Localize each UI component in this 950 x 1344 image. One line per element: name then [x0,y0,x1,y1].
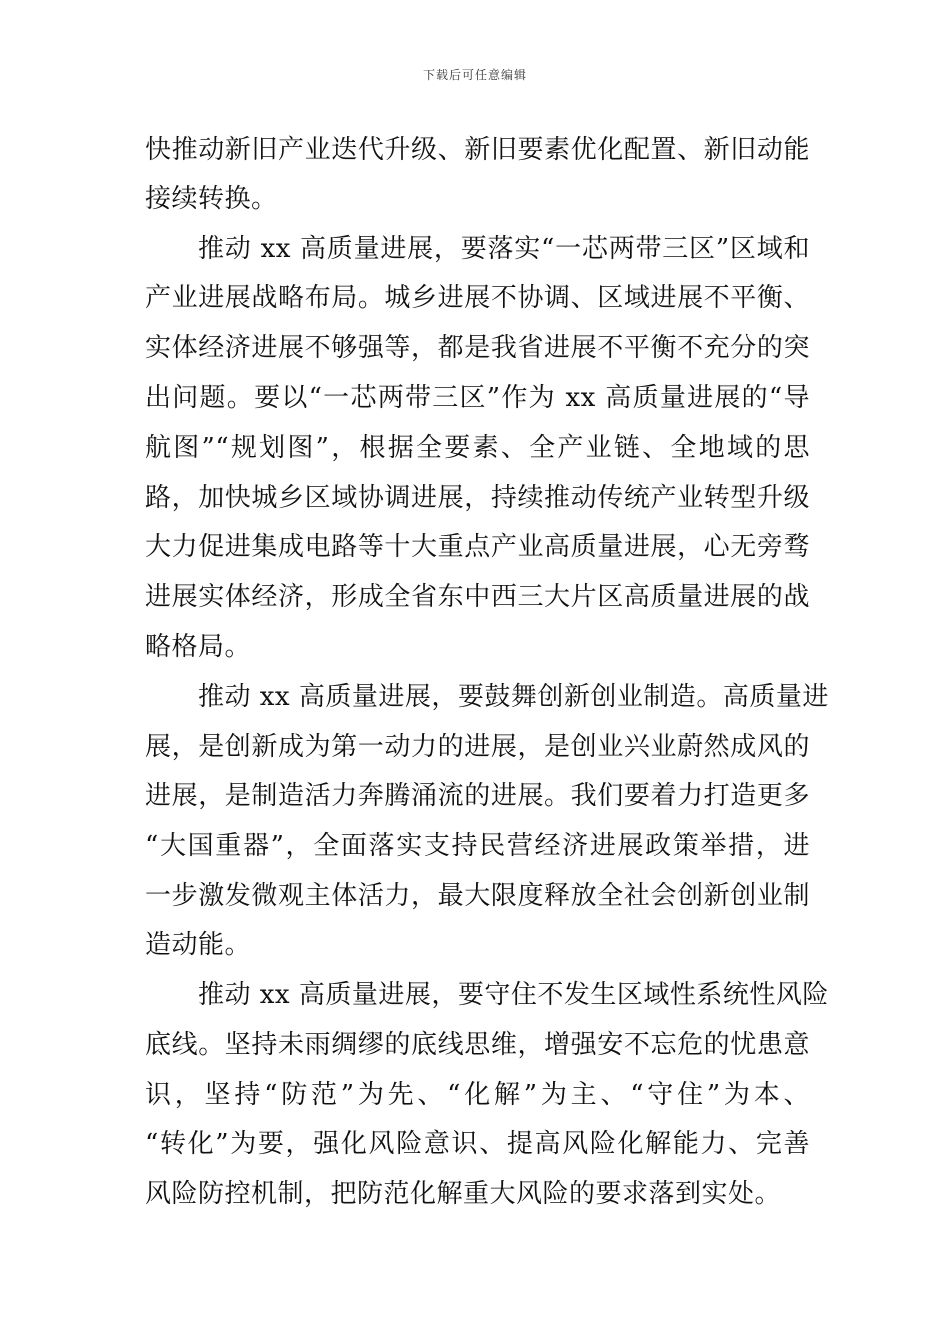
text-line: 大力促进集成电路等十大重点产业高质量进展，心无旁骛 [145,532,810,562]
text-line: 接续转换。 [145,184,278,214]
text-line: 路，加快城乡区域协调进展，持续推动传统产业转型升级 [145,483,810,513]
text-line: 风险防控机制，把防范化解重大风险的要求落到实处。 [145,1179,782,1209]
text-line: 出问题。要以“一芯两带三区”作为 xx 高质量进展的“导 [145,383,810,413]
text-line: 一步激发微观主体活力，最大限度释放全社会创新创业制 [145,881,810,911]
text-line: 识，坚持“防范”为先、“化解”为主、“守住”为本、 [145,1080,810,1110]
text-line: 快推动新旧产业迭代升级、新旧要素优化配置、新旧动能 [145,135,810,165]
text-line: 实体经济进展不够强等，都是我省进展不平衡不充分的突 [145,333,810,363]
header-note: 下载后可任意编辑 [422,68,527,82]
text-line: 产业进展战略布局。城乡进展不协调、区域进展不平衡、 [145,283,810,313]
text-line: 底线。坚持未雨绸缪的底线思维，增强安不忘危的忧患意 [145,1030,810,1060]
text-line: “大国重器”，全面落实支持民营经济进展政策举措，进 [145,831,810,861]
text-line: 略格局。 [145,632,252,662]
text-line: 展，是创新成为第一动力的进展，是创业兴业蔚然成风的 [145,732,810,762]
text-line: 航图”“规划图”，根据全要素、全产业链、全地域的思 [145,433,810,463]
text-line: 造动能。 [145,930,252,960]
paragraph-first-line: 推动 xx 高质量进展，要鼓舞创新创业制造。高质量进 [198,682,829,712]
text-line: 进展，是制造活力奔腾涌流的进展。我们要着力打造更多 [145,781,810,811]
paragraph-first-line: 推动 xx 高质量进展，要守住不发生区域性系统性风险 [198,980,829,1010]
text-line: “转化”为要，强化风险意识、提高风险化解能力、完善 [145,1129,810,1159]
text-line: 进展实体经济，形成全省东中西三大片区高质量进展的战 [145,582,810,612]
paragraph-first-line: 推动 xx 高质量进展，要落实“一芯两带三区”区域和 [198,234,810,264]
